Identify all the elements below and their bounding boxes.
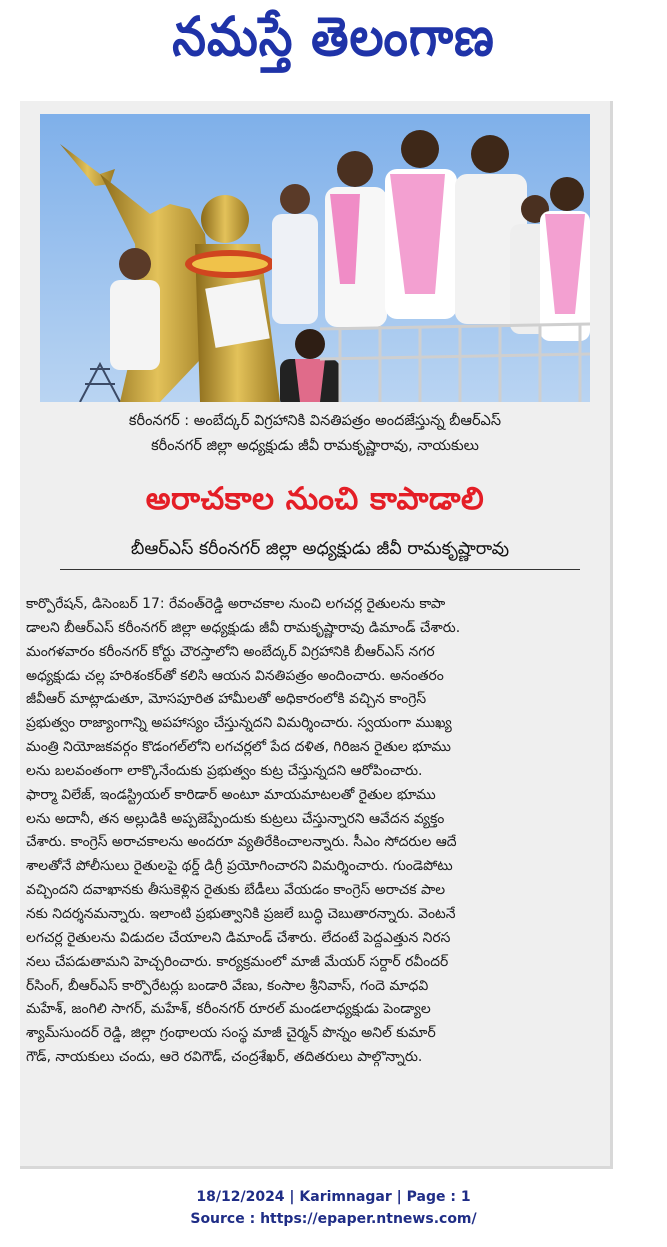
body-line: ప్రభుత్వం రాజ్యాంగాన్ని అపహాస్యం చేస్తున్నదని విమర్శించారు. స్వయంగా ముఖ్య (26, 715, 452, 732)
body-line: శ్యామ్‌సుందర్ రెడ్డి, జిల్లా గ్రంథాలయ సంస్థ మాజీ చైర్మన్ పొన్నం అనిల్ కుమార్ (26, 1025, 436, 1042)
source-link[interactable]: Source : https://epaper.ntnews.com/ (190, 1211, 477, 1227)
body-line: కార్పొరేషన్, డిసెంబర్ 17: రేవంత్‌రెడ్డి అరాచకాల నుంచి లగచర్ల రైతులను కాపా (26, 596, 446, 612)
body-line: చేశారు. కాంగ్రెస్ అరాచకాలను అందరూ వ్యతిరేకించాలన్నారు. సీఎం సోదరుల ఆదే (26, 834, 457, 851)
body-line: అధ్యక్షుడు చల్ల హరిశంకర్‌తో కలిసి ఆయన వినతిపత్రం అందించారు. అనంతరం (26, 667, 444, 684)
body-line: మంగళవారం కరీంనగర్ కోర్టు చౌరస్తాలోని అంబేద్కర్ విగ్రహానికి బీఆర్ఎస్ నగర (26, 643, 435, 660)
masthead (0, 0, 667, 88)
news-photo (40, 114, 590, 402)
news-photo-illustration (40, 114, 590, 402)
body-line: ఫార్మా విలేజ్, ఇండస్ట్రియల్ కారిడార్ అంటూ మాయమాటలతో రైతుల భూము (26, 786, 436, 803)
page-footer (0, 1186, 667, 1230)
masthead-title: నమస్తే తెలంగాణ (172, 5, 495, 69)
photo-caption (40, 409, 590, 459)
body-line: లను బలవంతంగా లాక్కొనేందుకు ప్రభుత్వం కుట్ర చేస్తున్నదని ఆరోపించారు. (26, 762, 423, 779)
article-body (26, 593, 606, 1070)
body-line: మంత్రి నియోజకవర్గం కొడంగల్‌లోని లగచర్లలో పేద దళిత, గిరిజన రైతుల భూము (26, 739, 451, 756)
body-line: ర్‌సింగ్, బీఆర్ఎస్ కార్పొరేటర్లు బండారి వేణు, కంసాల శ్రీనివాస్, గందె మాధవి (26, 977, 429, 994)
article-clipping (20, 101, 613, 1169)
body-line: లగచర్ల రైతులను విడుదల చేయాలని డిమాండ్ చేశారు. లేదంటే పెద్దఎత్తున నిరస (26, 929, 451, 946)
body-line: నకు నిదర్శనమన్నారు. ఇలాంటి ప్రభుత్వానికి ప్రజలే బుద్ధి చెబుతారన్నారు. వెంటనే (26, 905, 456, 922)
body-line: డాలని బీఆర్ఎస్ కరీంనగర్ జిల్లా అధ్యక్షుడు జీవీ రామకృష్ణారావు డిమాండ్ చేశారు. (26, 619, 461, 636)
body-line: నలు చేపడుతామని హెచ్చరించారు. కార్యక్రమంలో మాజీ మేయర్ సర్దార్ రవీందర్ (26, 953, 449, 970)
edition-info: 18/12/2024 | Karimnagar | Page : 1 (196, 1189, 471, 1205)
body-line: జీవీఆర్ మాట్లాడుతూ, మోసపూరిత హామీలతో అధికారంలోకి వచ్చిన కాంగ్రెస్ (26, 691, 427, 708)
body-line: వచ్చిందని దవాఖానకు తీసుకెళ్లిన రైతుకు బేడీలు వేయడం కాంగ్రెస్ అరాచక పాల (26, 882, 446, 899)
body-line: మహేశ్, జంగిలి సాగర్, మహేశ్, కరీంనగర్ రూరల్ మండలాధ్యక్షుడు పెండ్యాల (26, 1001, 431, 1018)
photo-caption-line: కరీంనగర్ జిల్లా అధ్యక్షుడు జీవీ రామకృష్ణారావు, నాయకులు (151, 438, 479, 454)
body-line: లను అదానీ, తన అల్లుడికి అప్పజెప్పేందుకు కుట్రలు చేస్తున్నారని ఆవేదన వ్యక్తం (26, 810, 445, 827)
body-line: గౌడ్, నాయకులు చందు, ఆరె రవిగౌడ్, చంద్రశేఖర్, తదితరులు పాల్గొన్నారు. (26, 1049, 423, 1066)
subheadline: బీఆర్ఎస్ కరీంనగర్ జిల్లా అధ్యక్షుడు జీవీ రామకృష్ణారావు (60, 539, 580, 570)
photo-caption-line: కరీంనగర్ : అంబేద్కర్ విగ్రహానికి వినతిపత్రం అందజేస్తున్న బీఆర్ఎస్ (128, 413, 502, 429)
body-line: శాలతోనే పోలీసులు రైతులపై థర్డ్ డిగ్రీ ప్రయోగించారని విమర్శించారు. గుండెపోటు (26, 858, 453, 875)
headline: అరాచకాల నుంచి కాపాడాలి (145, 481, 485, 517)
